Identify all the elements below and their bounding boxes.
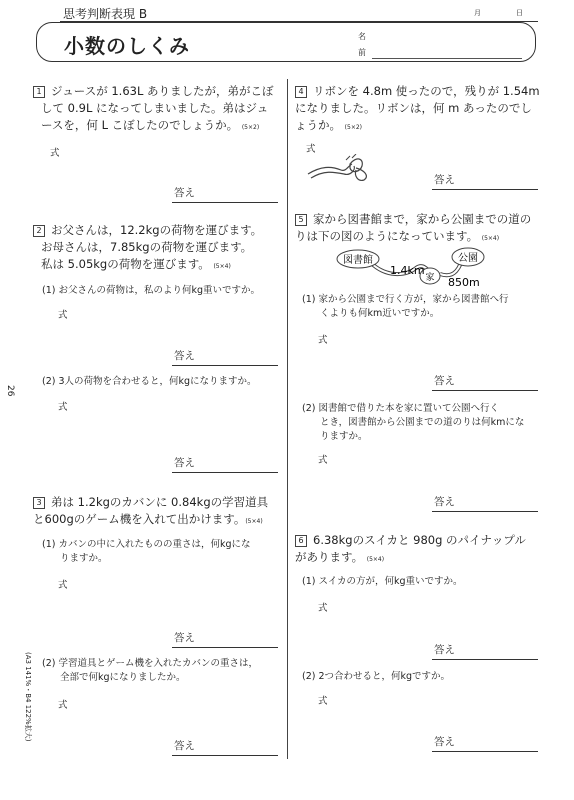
name-label: 名 前 [358,32,366,57]
question-number: 5 [295,214,307,226]
sub-question: (1) カバンの中に入れたものの重さは，何kgにな りますか。 [42,539,251,564]
answer-field[interactable]: 答え [432,734,538,752]
points: (5×4) [213,263,231,270]
answer-field[interactable]: 答え [172,738,278,756]
formula-label: 式 [58,580,68,591]
formula-label: 式 [318,603,328,614]
print-note: (A3 141%・B4 122%拡大) [24,652,32,742]
page-number: 26 [5,385,15,397]
question-number: 6 [295,535,307,547]
sub-question: (2) 3人の荷物を合わせると，何kgになりますか。 [42,376,257,387]
sub-question: (2) 学習道具とゲーム機を入れたカバンの重さは， 全部で何kgになりましたか。 [42,658,258,683]
question-1: 1 ジュースが 1.63L ありましたが，弟がこぼ して 0.9L になってしまいました。弟はジュ ースを，何 L こぼしたのでしょうか。 (5×2) [33,83,283,136]
question-3: 3 弟は 1.2kgのカバンに 0.84kgの学習道具 と600gのゲーム機を入れて出かけます。(5×4) [33,495,269,526]
answer-field[interactable]: 答え [432,494,538,512]
formula-label: 式 [58,310,68,321]
formula-label: 式 [318,335,328,346]
answer-field[interactable]: 答え [172,348,278,366]
sub-question: (1) スイカの方が，何kg重いですか。 [302,576,463,587]
sub-question: (1) 家から公園まで行く方が，家から図書館へ行 くよりも何km近いですか。 [302,294,509,319]
formula-label: 式 [58,700,68,711]
formula-label: 式 [58,402,68,413]
park-label: 公園 [458,253,478,264]
points: (5×4) [245,518,263,525]
formula-label: 式 [306,144,316,155]
answer-field[interactable]: 答え [172,455,278,473]
answer-field[interactable]: 答え [172,630,278,648]
answer-field[interactable]: 答え [432,172,538,190]
sub-question: (2) 図書館で借りた本を家に置いて公園へ行く とき，図書館から公園までの道のりは何kmにな りますか。 [302,403,525,442]
ribbon-illustration [306,154,386,184]
question-number: 1 [33,86,45,98]
answer-field[interactable]: 答え [432,373,538,391]
question-number: 4 [295,86,307,98]
points: (5×4) [366,556,385,563]
name-field[interactable] [372,58,522,59]
route-map [336,246,506,288]
points: (5×4) [481,235,500,242]
library-distance: 1.4km [390,264,425,277]
formula-label: 式 [318,455,328,466]
sub-question: (1) お父さんの荷物は，私のより何kg重いですか。 [42,285,261,296]
page-title: 小数のしくみ [64,34,190,58]
points: (5×2) [344,124,362,131]
question-2: 2 お父さんは，12.2kgの荷物を運びます。 お母さんは，7.85kgの荷物を運びます。 私は 5.05kgの荷物を運びます。 (5×4) [33,222,283,275]
park-distance: 850m [448,276,480,288]
day-label: 日 [516,9,523,17]
question-4: 4 リボンを 4.8m 使ったので，残りが 1.54m になりました。リボンは，何 m あったのでし ょうか。 (5×2) [295,84,540,132]
answer-field[interactable]: 答え [172,185,278,203]
points: (5×2) [241,124,260,131]
question-number: 2 [33,225,45,237]
question-6: 6 6.38kgのスイカと 980g のパイナップル があります。 (5×4) [295,533,526,564]
library-label: 図書館 [343,255,373,266]
formula-label: 式 [50,148,60,159]
answer-field[interactable]: 答え [432,642,538,660]
column-divider [287,79,288,759]
question-number: 3 [33,497,45,509]
home-label: 家 [425,273,435,283]
sub-question: (2) 2つ合わせると，何kgですか。 [302,671,451,682]
formula-label: 式 [318,696,328,707]
question-5: 5 家から図書館まで，家から公園までの道の りは下の図のようになっています。 (5×4) [295,212,532,243]
month-label: 月 [474,9,481,17]
worksheet-category: 思考判断表現 B [63,7,148,21]
